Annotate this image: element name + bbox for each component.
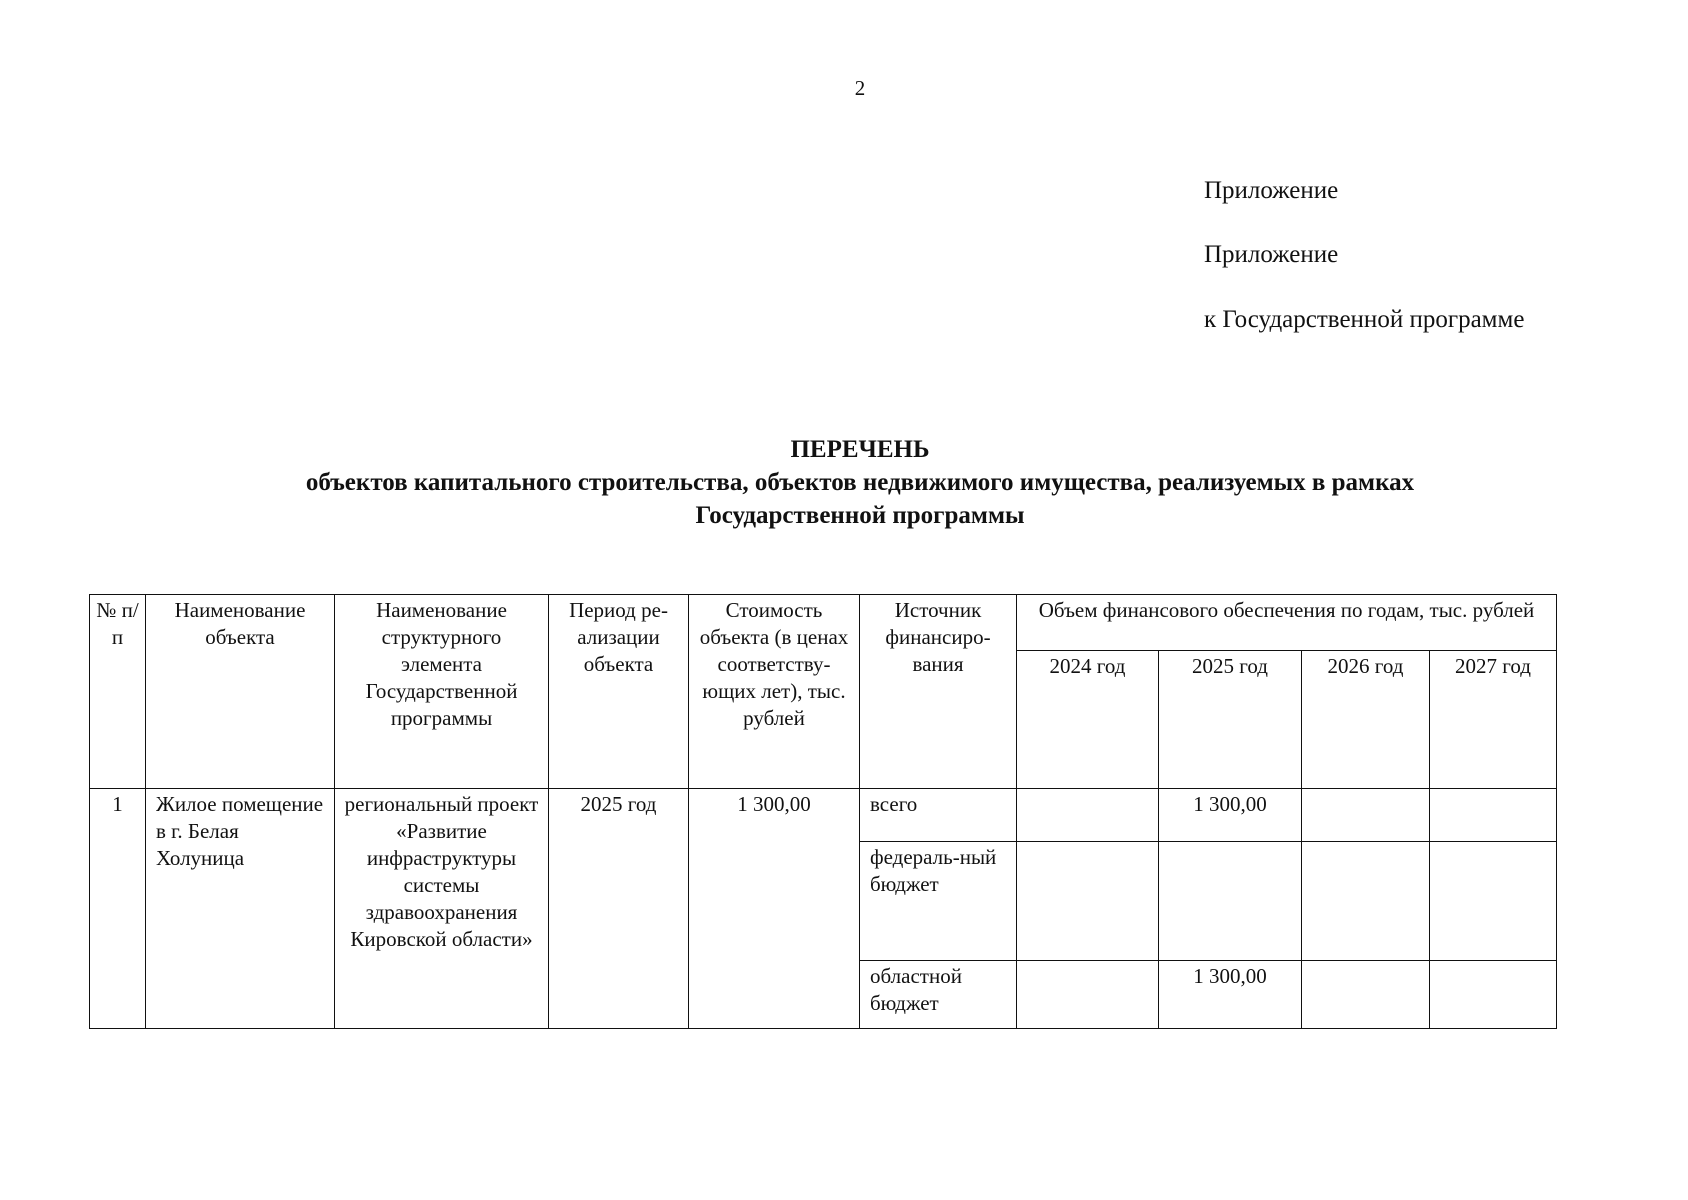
cell-total-2026 — [1302, 789, 1430, 842]
cell-element-name: региональный проект «Развитие инфраструктуры системы здравоохранения Кировской области» — [335, 789, 549, 1029]
cell-num: 1 — [90, 789, 146, 1029]
objects-table — [89, 594, 1557, 1029]
cell-federal-2027 — [1430, 842, 1557, 961]
header-year-2027: 2027 год — [1430, 651, 1557, 789]
header-year-2024: 2024 год — [1017, 651, 1159, 789]
header-element-name: Наименование структурного элемента Государственной программы — [335, 595, 549, 789]
cell-federal-2024 — [1017, 842, 1159, 961]
header-volume: Объем финансового обеспечения по годам, тыс. рублей — [1017, 595, 1557, 651]
cell-regional-2027 — [1430, 961, 1557, 1029]
cell-regional-2024 — [1017, 961, 1159, 1029]
appendix-line-3: к Государственной программе — [1204, 306, 1525, 333]
appendix-line-1: Приложение — [1204, 177, 1339, 204]
cell-source-federal: федераль-ный бюджет — [860, 842, 1017, 961]
cell-federal-2026 — [1302, 842, 1430, 961]
header-object-name: Наименование объекта — [146, 595, 335, 789]
cell-source-total: всего — [860, 789, 1017, 842]
table-row — [90, 789, 1557, 842]
header-year-2025: 2025 год — [1159, 651, 1302, 789]
document-subtitle-line-2: Государственной программы — [695, 502, 1025, 529]
header-year-2026: 2026 год — [1302, 651, 1430, 789]
cell-total-2025: 1 300,00 — [1159, 789, 1302, 842]
cell-regional-2025: 1 300,00 — [1159, 961, 1302, 1029]
cell-federal-2025 — [1159, 842, 1302, 961]
cell-total-2024 — [1017, 789, 1159, 842]
cell-source-regional: областной бюджет — [860, 961, 1017, 1029]
header-num: № п/п — [90, 595, 146, 789]
appendix-line-2: Приложение — [1204, 241, 1339, 268]
cell-period: 2025 год — [549, 789, 689, 1029]
cell-cost: 1 300,00 — [689, 789, 860, 1029]
cell-object-name: Жилое помещение в г. Белая Холуница — [146, 789, 335, 1029]
header-source: Источник финансиро-вания — [860, 595, 1017, 789]
document-title: ПЕРЕЧЕНЬ — [790, 436, 930, 463]
document-subtitle-line-1: объектов капитального строительства, объектов недвижимого имущества, реализуемых в рамках — [305, 469, 1415, 496]
header-period: Период ре-ализации объекта — [549, 595, 689, 789]
page-number: 2 — [854, 76, 866, 100]
cell-total-2027 — [1430, 789, 1557, 842]
cell-regional-2026 — [1302, 961, 1430, 1029]
header-cost: Стоимость объекта (в ценах соответству-ющих лет), тыс. рублей — [689, 595, 860, 789]
